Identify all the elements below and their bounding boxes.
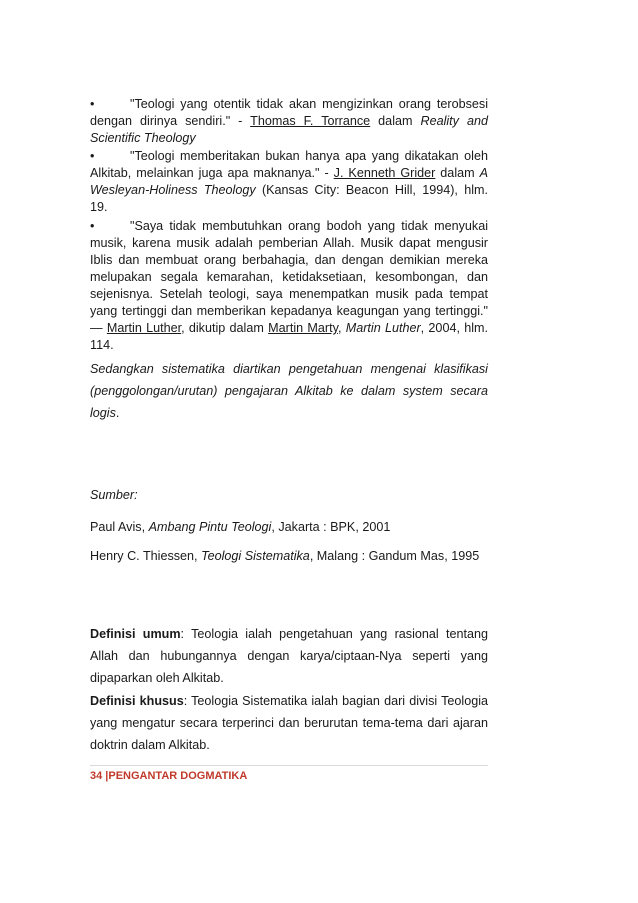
- source-publisher: , Jakarta : BPK, 2001: [271, 520, 391, 534]
- author-link[interactable]: Martin Luther: [106, 321, 182, 335]
- quote-bullet-2: [90, 148, 488, 216]
- quote-connector: dalam: [370, 114, 421, 128]
- citation-tail: , 2004, hlm. 114.: [90, 321, 489, 352]
- sources-heading: Sumber:: [90, 488, 138, 502]
- book-title: Martin Luther: [345, 321, 421, 335]
- quote-text: "Saya tidak membutuhkan orang bodoh yang tidak menyukai musik, karena musik adalah pemberian Allah. Musik dapat mengusir Iblis dan membuat orang berbahagia, dan dengan demikian mereka melupakan segala kemarahan, ketidaksetiaan, kesombongan, dan sejenisnya. Setelah teologi, saya menempatkan musik pada tempat yang tertinggi dan memberikan kepadanya keagungan yang tertinggi." —: [90, 219, 488, 335]
- definition-term: Definisi umum: [90, 627, 181, 641]
- quote-text: "Teologi memberitakan bukan hanya apa yang dikatakan oleh Alkitab, melainkan juga apa maknanya." -: [90, 149, 488, 180]
- quote-bullet-1: [90, 96, 488, 147]
- author-link[interactable]: J. Kenneth Grider: [333, 166, 436, 180]
- definition-text: : Teologia ialah pengetahuan yang rasional tentang Allah dan hubungannya dengan karya/ciptaan-Nya seperti yang dipaparkan oleh Alkitab.: [90, 627, 488, 685]
- source-author: Paul Avis,: [90, 520, 149, 534]
- author-link-2[interactable]: Martin Marty: [268, 321, 338, 335]
- book-title: Reality and Scientific Theology: [90, 114, 488, 145]
- quote-connector: ,: [337, 321, 346, 335]
- bullet-symbol: •: [90, 149, 95, 163]
- footer-divider: [90, 765, 488, 766]
- systematics-definition: [90, 358, 488, 424]
- source-item-2: [90, 545, 488, 567]
- author-link[interactable]: Thomas F. Torrance: [250, 114, 371, 128]
- systematics-definition-text: Sedangkan sistematika diartikan pengetahuan mengenai klasifikasi (penggolongan/urutan) pengajaran Alkitab ke dalam system secara logis: [90, 362, 488, 420]
- citation-tail: (Kansas City: Beacon Hill, 1994), hlm. 19.: [90, 183, 488, 214]
- bullet-symbol: •: [90, 97, 95, 111]
- systematics-definition-end: .: [115, 406, 120, 420]
- book-title: A Wesleyan-Holiness Theology: [90, 166, 488, 197]
- bullet-symbol: •: [90, 219, 95, 233]
- source-title: Teologi Sistematika: [201, 549, 310, 563]
- page-footer: 34 |PENGANTAR DOGMATIKA: [90, 770, 248, 782]
- definition-term: Definisi khusus: [90, 694, 184, 708]
- definition-text: : Teologia Sistematika ialah bagian dari divisi Teologia yang mengatur secara terperinci dan berurutan tema-tema dari ajaran doktrin dalam Alkitab.: [90, 694, 489, 752]
- quote-bullet-3: [90, 218, 488, 354]
- source-author: Henry C. Thiessen,: [90, 549, 202, 563]
- quote-connector: dalam: [435, 166, 480, 180]
- quote-connector: , dikutip dalam: [181, 321, 269, 335]
- source-item-1: [90, 516, 488, 538]
- quote-text: "Teologi yang otentik tidak akan mengizinkan orang terobsesi dengan dirinya sendiri." -: [90, 97, 488, 128]
- definition-specific: [90, 690, 488, 756]
- definition-general: [90, 623, 488, 689]
- source-publisher: , Malang : Gandum Mas, 1995: [309, 549, 480, 563]
- source-title: Ambang Pintu Teologi: [148, 520, 272, 534]
